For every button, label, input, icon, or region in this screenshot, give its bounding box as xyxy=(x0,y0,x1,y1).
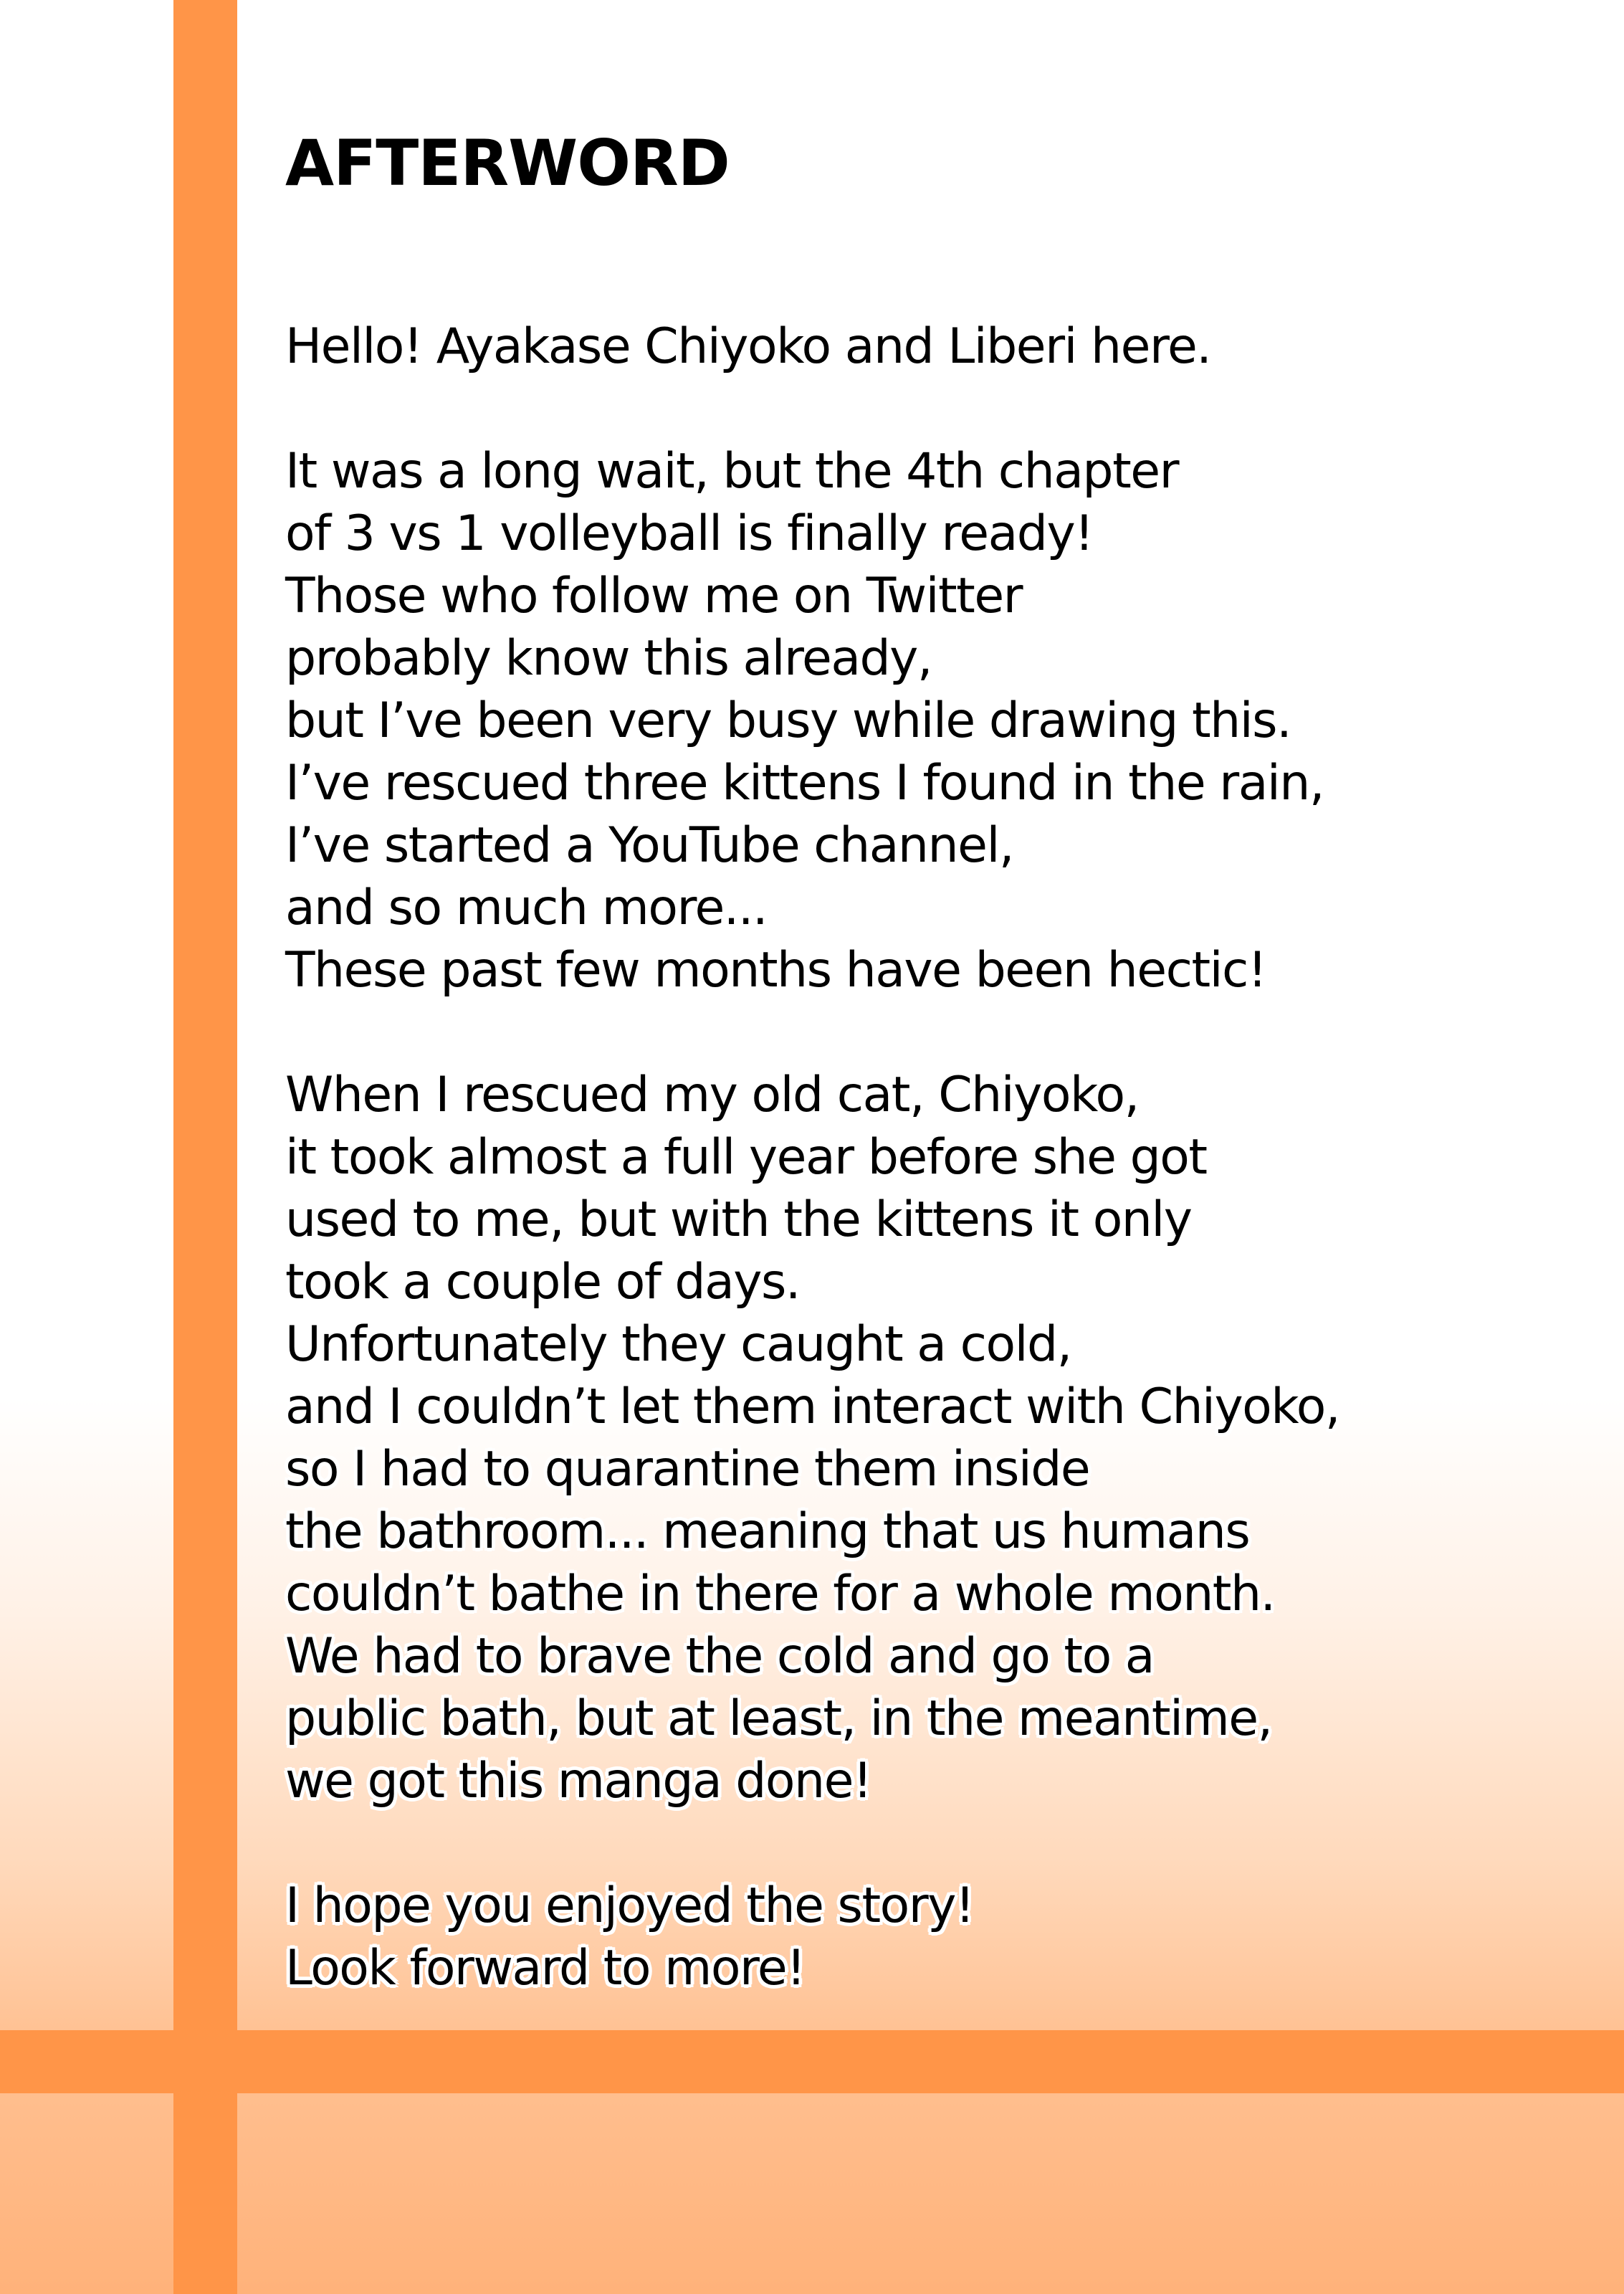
paragraph-gap xyxy=(285,1001,1590,1064)
text-line: the bathroom... meaning that us humans xyxy=(285,1503,1250,1560)
page-title: AFTERWORD xyxy=(285,126,730,200)
text-line: and I couldn’t let them interact with Chiyoko, xyxy=(285,1379,1339,1435)
vertical-stripe xyxy=(173,0,237,2294)
text-line: I hope you enjoyed the story! xyxy=(285,1877,974,1934)
text-line: We had to brave the cold and go to a xyxy=(285,1628,1154,1685)
text-line: but I’ve been very busy while drawing this. xyxy=(285,693,1291,749)
text-line: I’ve rescued three kittens I found in the rain, xyxy=(285,755,1324,812)
text-line: It was a long wait, but the 4th chapter xyxy=(285,443,1179,500)
paragraph-gap xyxy=(285,378,1590,440)
text-line: When I rescued my old cat, Chiyoko, xyxy=(285,1067,1139,1123)
horizontal-stripe xyxy=(0,2030,1624,2093)
paragraph xyxy=(285,315,1590,378)
paragraph xyxy=(285,1064,1590,1812)
afterword-body xyxy=(285,315,1590,1999)
text-line: probably know this already, xyxy=(285,630,932,687)
text-line: I’ve started a YouTube channel, xyxy=(285,817,1013,874)
text-line: public bath, but at least, in the meantime, xyxy=(285,1690,1272,1747)
text-line: it took almost a full year before she got xyxy=(285,1129,1207,1186)
paragraph xyxy=(285,440,1590,1001)
text-line: Hello! Ayakase Chiyoko and Liberi here. xyxy=(285,318,1211,375)
text-line: so I had to quarantine them inside xyxy=(285,1441,1090,1498)
text-line: we got this manga done! xyxy=(285,1753,871,1809)
text-line: took a couple of days. xyxy=(285,1254,801,1310)
text-line: Look forward to more! xyxy=(285,1940,805,1996)
text-line: couldn’t bathe in there for a whole month. xyxy=(285,1566,1275,1622)
paragraph xyxy=(285,1875,1590,1999)
text-line: Those who follow me on Twitter xyxy=(285,568,1023,624)
text-line: of 3 vs 1 volleyball is finally ready! xyxy=(285,505,1093,562)
text-line: and so much more... xyxy=(285,880,768,936)
text-line: These past few months have been hectic! xyxy=(285,942,1266,999)
text-line: Unfortunately they caught a cold, xyxy=(285,1316,1071,1373)
text-line: used to me, but with the kittens it only xyxy=(285,1191,1192,1248)
paragraph-gap xyxy=(285,1812,1590,1875)
